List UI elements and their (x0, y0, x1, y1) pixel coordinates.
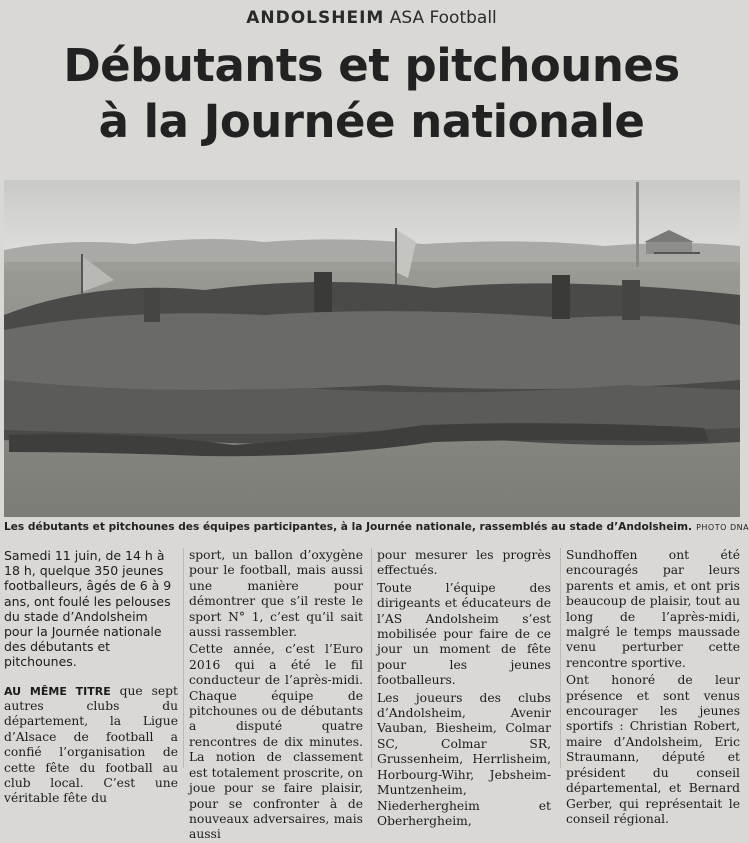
article-column-2 (189, 548, 363, 843)
article-column-4-paragraph-1: Sundhoffen ont été encouragés par leurs parents et amis, et ont pris beaucoup de plaisir, tout au long de l’après-midi, malgré le temps maussade venu perturber cette rencontre sportive. (566, 548, 740, 670)
kicker-place: ANDOLSHEIM (246, 8, 385, 28)
article-column-3-paragraph-2: Toute l’équipe des dirigeants et éducateurs de l’AS Andolsheim s’est mobilisée pour faire de ce jour un moment de fête pour les jeunes footballeurs. (377, 580, 551, 688)
column-divider-1 (183, 548, 184, 768)
photo-caption (4, 521, 749, 533)
article-column-1-text: que sept autres clubs du département, la Ligue d’Alsace de football a confié l’organisation de cette fête du football au club local. C’est une véritable fête du (4, 683, 178, 806)
article-lead: Samedi 11 juin, de 14 h à 18 h, quelque 350 jeunes footballeurs, âgés de 6 à 9 ans, ont foulé les pelouses du stade d’Andolsheim pour la Journée nationale des débutants et pitchounes. (4, 548, 172, 670)
article-kicker (0, 8, 743, 28)
article-column-4-paragraph-2: Ont honoré de leur présence et sont venus encourager les jeunes sportifs : Christian Robert, maire d’Andolsheim, Eric Straumann, député et président du conseil départemental, et Bernard Gerber, qui représentait le conseil régional. (566, 673, 740, 826)
photo-credit: PHOTO DNA (696, 523, 749, 532)
article-column-1-body (4, 684, 178, 807)
article-column-2-paragraph-2: Cette année, c’est l’Euro 2016 qui a été le fil conducteur de l’après-midi. Chaque équipe de pitchounes ou de débutants a disputé quatre rencontres de dix minutes. La notion de classement est totalement proscrite, on joue pour se faire plaisir, pour se confronter à de nouveaux adversaires, mais aussi (189, 642, 363, 842)
group-photo (4, 180, 740, 517)
article-runin: AU MÊME TITRE (4, 684, 111, 698)
article-column-4 (566, 548, 740, 827)
article-column-3 (377, 548, 551, 829)
article-column-3-paragraph-1: pour mesurer les progrès effectués. (377, 548, 551, 578)
headline-line-2: à la Journée nationale (98, 95, 645, 148)
group-photo-image (4, 180, 740, 517)
headline-line-1: Débutants et pitchounes (63, 39, 680, 92)
column-divider-3 (560, 548, 561, 768)
photo-caption-text: Les débutants et pitchounes des équipes participantes, à la Journée nationale, rassemblés au stade d’Andolsheim. (4, 521, 693, 533)
article-column-3-paragraph-3: Les joueurs des clubs d’Andolsheim, Avenir Vauban, Biesheim, Colmar SC, Colmar SR, Grussenheim, Herrlisheim, Horbourg-Wihr, Jebsheim-Muntzenheim, Niederhergheim et Oberhergheim, (377, 690, 551, 828)
kicker-section: ASA Football (389, 8, 497, 28)
article-headline (0, 38, 743, 150)
article-column-2-paragraph-1: sport, un ballon d’oxygène pour le football, mais aussi une manière pour démontrer que s’il reste le sport N° 1, c’est qu’il sait aussi rassembler. (189, 548, 363, 640)
article-column-1 (4, 548, 178, 807)
column-divider-2 (371, 548, 372, 768)
